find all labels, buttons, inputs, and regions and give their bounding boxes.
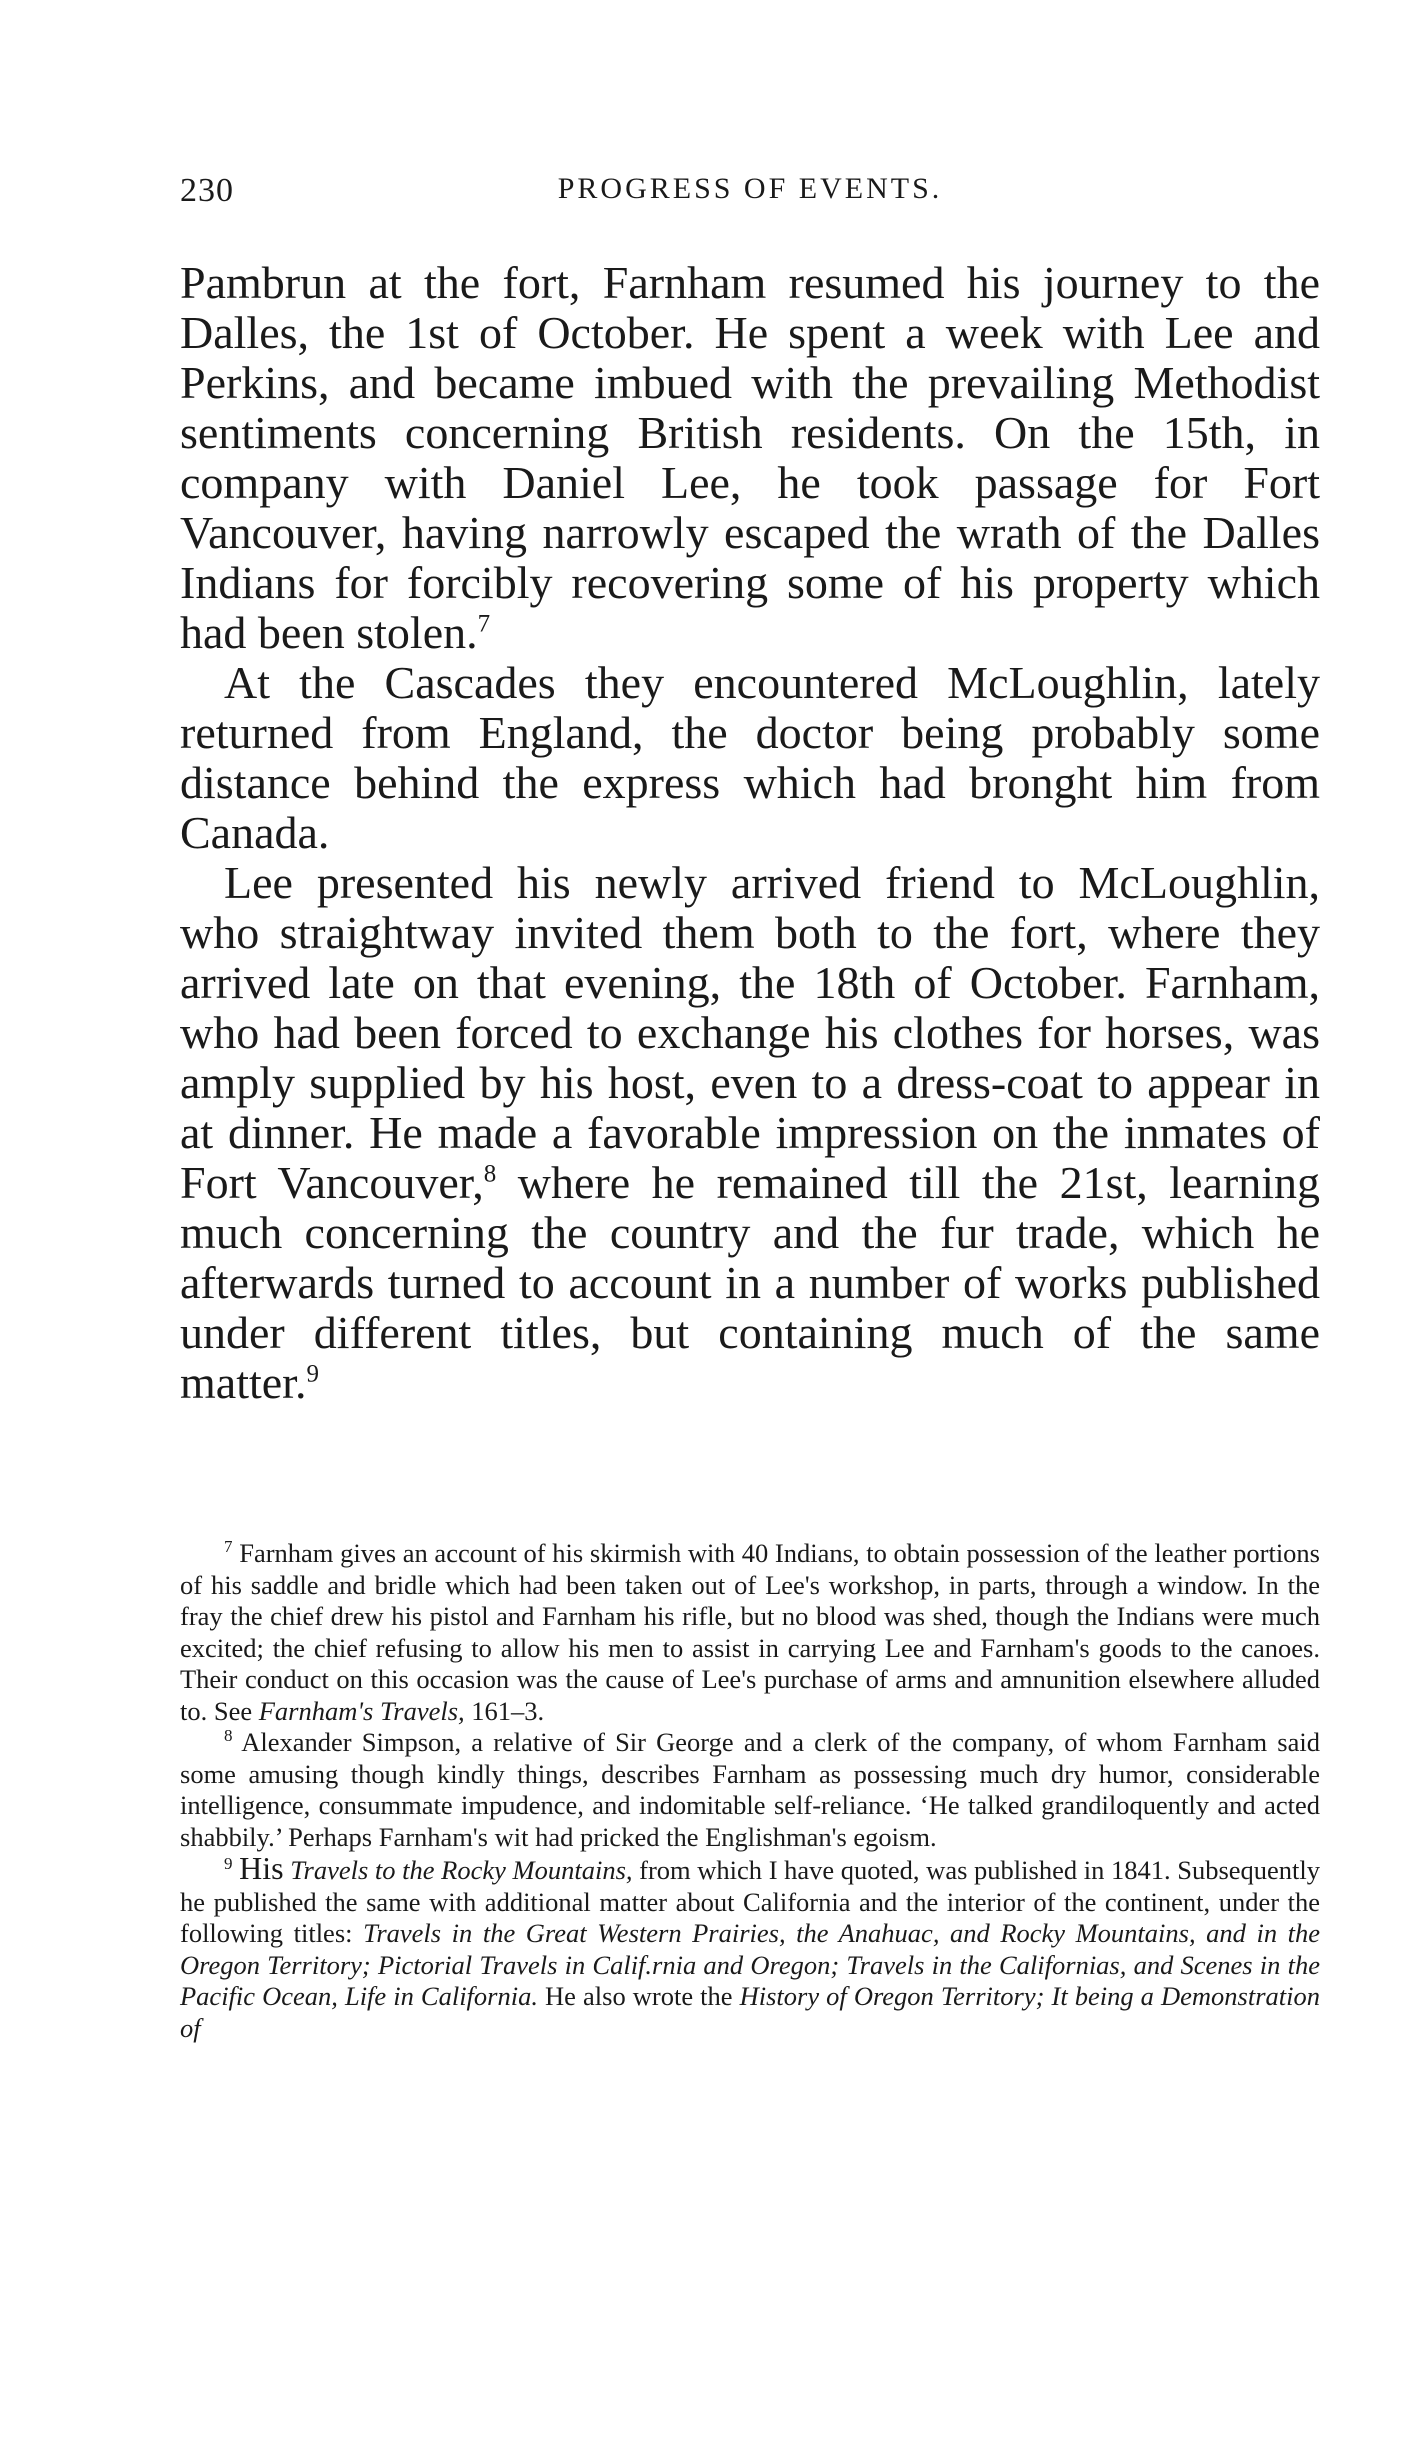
- paragraph-3-text-a: Lee presented his newly arrived friend to McLoughlin, who straightway invited them both to the fort, where they arrived late on that evening, the 18th of October. Farnham, who had been forced to exchange his clothes for horses, was amply supplied by his host, even to a dress-coat to appear in at dinner. He made a favorable impression on the inmates of Fort Vancouver,: [180, 857, 1320, 1208]
- footnote-8: [180, 1727, 1320, 1853]
- page-header: [180, 172, 1320, 220]
- paragraph-3-text-b: where he remained till the 21st, learning much concerning the country and the fur trade, which he afterwards turned to account in a number of works published under different titles, but containing much of the same matter.: [180, 1157, 1320, 1408]
- paragraph-2-text: At the Cascades they encountered McLoughlin, lately returned from England, the doctor being probably some distance behind the express which had bronght him from Canada.: [180, 657, 1320, 858]
- paragraph-3: [180, 858, 1320, 1408]
- running-head: PROGRESS OF EVENTS.: [557, 172, 943, 205]
- footnote-9-title-1: Travels to the Rocky Mountains,: [290, 1855, 633, 1885]
- paragraph-2: [180, 658, 1320, 858]
- footnote-7-pages: 161–3.: [464, 1695, 545, 1726]
- paragraph-1-text: Pambrun at the fort, Farnham resumed his journey to the Dalles, the 1st of October. He spent a week with Lee and Perkins, and became imbued with the prevailing Methodist sentiments concerning British residents. On the 15th, in company with Daniel Lee, he took passage for Fort Vancouver, having narrowly escaped the wrath of the Dalles Indians for forcibly recovering some of his property which had been stolen.: [180, 257, 1320, 658]
- page-number: 230: [180, 172, 234, 209]
- footnotes: [180, 1538, 1320, 2044]
- footnote-9-lead: His: [239, 1850, 284, 1886]
- footnote-ref-8: 8: [483, 1160, 497, 1188]
- footnote-7-citation: Farnham's Travels,: [258, 1695, 465, 1726]
- footnote-9-text-1: from which I have quoted, was published in 1841. Subsequently he published the same with additional matter about California and the interior of the continent, under the following titles:: [180, 1855, 1321, 1948]
- paragraph-1: [180, 258, 1320, 658]
- footnote-7-number: 7: [224, 1537, 233, 1557]
- footnote-ref-7: 7: [477, 610, 491, 638]
- footnote-9: [180, 1850, 1321, 2044]
- footnote-8-text: Alexander Simpson, a relative of Sir George and a clerk of the company, of whom Farnham said some amusing though kindly things, describes Farnham as possessing much dry humor, considerable intelligence, consummate impudence, and indomitable self-reliance. ‘He talked grandiloquently and acted shabbily.’ Perhaps Farnham's wit had pricked the Englishman's egoism.: [180, 1727, 1320, 1852]
- footnote-ref-9: 9: [306, 1360, 319, 1388]
- footnote-9-titles: Travels in the Great Western Prairies, the Anahuac, and Rocky Mountains, and in the Oregon Territory; Pictorial Travels in Calif.rnia and Oregon; Travels in the Californias, and Scenes in the Pacific Ocean, Life in California.: [180, 1918, 1320, 2011]
- footnote-9-text-2: He also wrote the: [537, 1981, 740, 2011]
- footnote-7: [180, 1538, 1320, 1727]
- footnote-7-text: Farnham gives an account of his skirmish with 40 Indians, to obtain possession of the leather portions of his saddle and bridle which had been taken out of Lee's workshop, in parts, through a window. In the fray the chief drew his pistol and Farnham his rifle, but no blood was shed, though the Indians were much excited; the chief refusing to allow his men to assist in carrying Lee and Farnham's goods to the canoes. Their conduct on this occasion was the cause of Lee's purchase of arms and amnunition elsewhere alluded to. See: [180, 1538, 1320, 1726]
- main-text: [180, 258, 1320, 1408]
- footnote-8-number: 8: [224, 1726, 233, 1746]
- footnote-9-title-3: History of Oregon Territory; It being a Demonstration of: [180, 1981, 1320, 2043]
- footnote-9-number: 9: [224, 1854, 233, 1874]
